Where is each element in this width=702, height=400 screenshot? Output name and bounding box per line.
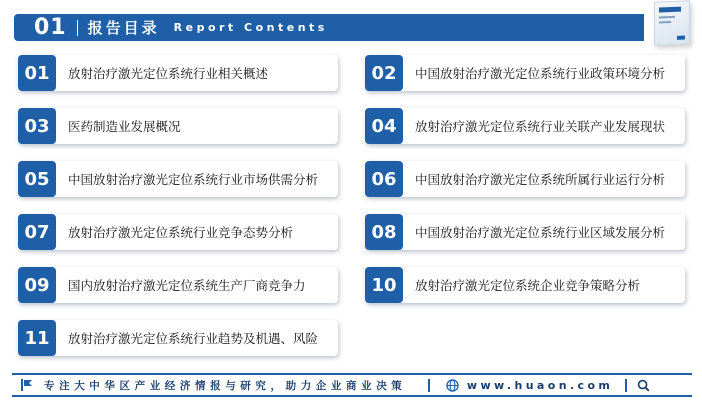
toc-item-label: 中国放射治疗激光定位系统行业区域发展分析 xyxy=(415,225,666,240)
footer-divider xyxy=(625,379,627,392)
report-cover-image xyxy=(654,0,690,45)
toc-item[interactable] xyxy=(365,161,685,197)
toc-item[interactable] xyxy=(18,108,338,144)
toc-item-label: 中国放射治疗激光定位系统行业政策环境分析 xyxy=(415,66,666,81)
toc-item-number: 05 xyxy=(18,161,56,197)
toc-item[interactable] xyxy=(18,55,338,91)
toc-item[interactable] xyxy=(365,108,685,144)
header-banner xyxy=(14,14,644,41)
header-divider xyxy=(77,20,78,36)
toc-item-number: 06 xyxy=(365,161,403,197)
section-number: 01 xyxy=(34,15,67,40)
flag-icon xyxy=(20,378,34,392)
toc-item[interactable] xyxy=(18,214,338,250)
footer-url-link[interactable]: www.huaon.com xyxy=(466,378,614,392)
toc-item-label: 放射治疗激光定位系统行业关联产业发展现状 xyxy=(415,119,666,134)
footer-divider xyxy=(428,379,430,392)
toc-item-label: 放射治疗激光定位系统行业相关概述 xyxy=(68,66,269,81)
toc-item[interactable] xyxy=(18,267,338,303)
toc-item-label: 中国放射治疗激光定位系统行业市场供需分析 xyxy=(68,172,319,187)
globe-icon xyxy=(446,379,459,392)
toc-item-label: 放射治疗激光定位系统企业竞争策略分析 xyxy=(415,278,641,293)
search-icon[interactable] xyxy=(637,379,650,392)
toc-item-number: 02 xyxy=(365,55,403,91)
toc-item-number: 08 xyxy=(365,214,403,250)
page-subtitle: Report Contents xyxy=(173,21,328,34)
toc-item-label: 放射治疗激光定位系统行业竞争态势分析 xyxy=(68,225,294,240)
toc-item-number: 10 xyxy=(365,267,403,303)
toc-item-number: 04 xyxy=(365,108,403,144)
footer-bar xyxy=(12,373,692,397)
footer-slogan: 专注大中华区产业经济情报与研究，助力企业商业决策 xyxy=(44,379,407,392)
toc-item-number: 09 xyxy=(18,267,56,303)
toc-item-number: 03 xyxy=(18,108,56,144)
toc-item[interactable] xyxy=(18,161,338,197)
toc-item-label: 中国放射治疗激光定位系统所属行业运行分析 xyxy=(415,172,666,187)
toc-item-number: 07 xyxy=(18,214,56,250)
toc-item-number: 01 xyxy=(18,55,56,91)
page-title: 报告目录 xyxy=(87,19,160,37)
toc-item-label: 放射治疗激光定位系统行业趋势及机遇、风险 xyxy=(68,331,319,346)
toc-item[interactable] xyxy=(365,267,685,303)
toc-item[interactable] xyxy=(365,55,685,91)
toc-item-label: 医药制造业发展概况 xyxy=(68,119,181,134)
toc-item[interactable] xyxy=(18,320,338,356)
toc-item-number: 11 xyxy=(18,320,56,356)
toc-item[interactable] xyxy=(365,214,685,250)
toc-item-label: 国内放射治疗激光定位系统生产厂商竞争力 xyxy=(68,278,306,293)
